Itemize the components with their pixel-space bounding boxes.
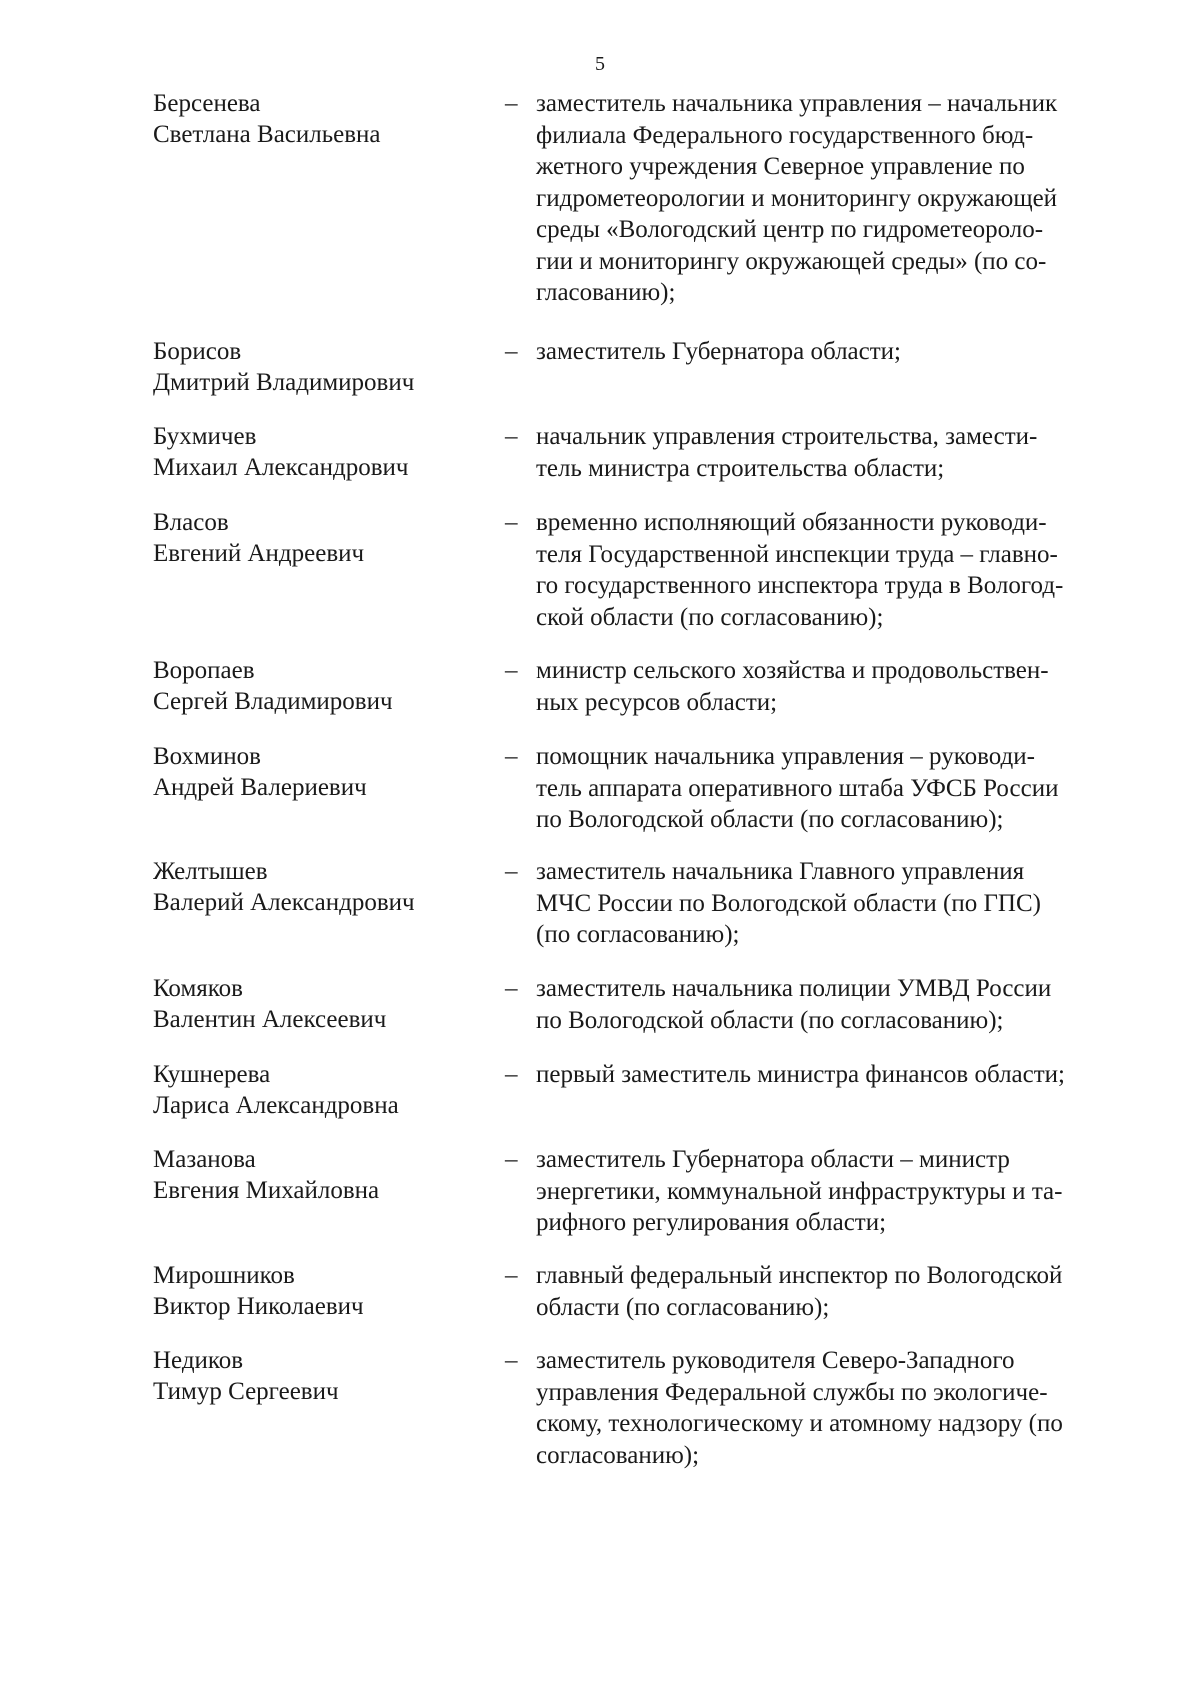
position-line: заместитель начальника полиции УМВД России	[536, 975, 1052, 1002]
member-name	[153, 1144, 493, 1206]
member-surname: Борисов	[153, 338, 242, 365]
member-surname: Вохминов	[153, 743, 261, 770]
member-surname: Желтышев	[153, 858, 268, 885]
page-number: 5	[595, 53, 605, 75]
separator-dash: –	[505, 657, 518, 684]
position-line: энергетики, коммунальной инфраструктуры и та-	[536, 1177, 1063, 1205]
member-given-names: Андрей Валериевич	[153, 774, 367, 801]
member-position	[536, 88, 1146, 309]
separator-dash: –	[505, 975, 518, 1002]
member-surname: Берсенева	[153, 90, 261, 117]
position-line: тель аппарата оперативного штаба УФСБ России	[536, 774, 1059, 802]
member-position	[536, 741, 1146, 836]
position-line: начальник управления строительства, замести-	[536, 423, 1038, 450]
position-line: первый заместитель министра финансов области;	[536, 1061, 1065, 1088]
member-name	[153, 1059, 493, 1121]
separator-dash: –	[505, 743, 518, 770]
member-surname: Мирошников	[153, 1262, 295, 1289]
member-name	[153, 336, 493, 398]
position-line: скому, технологическому и атомному надзору (по	[536, 1410, 1063, 1437]
position-line: согласованию);	[536, 1441, 700, 1469]
member-given-names: Сергей Владимирович	[153, 688, 393, 715]
member-name	[153, 1345, 493, 1407]
member-given-names: Светлана Васильевна	[153, 121, 381, 148]
position-line: среды «Вологодский центр по гидрометеороло-	[536, 216, 1044, 243]
member-given-names: Лариса Александровна	[153, 1092, 399, 1119]
position-line: ных ресурсов области;	[536, 688, 778, 716]
member-surname: Комяков	[153, 975, 243, 1002]
member-surname: Кушнерева	[153, 1061, 271, 1088]
position-line: по Вологодской области (по согласованию);	[536, 1006, 1004, 1034]
member-surname: Воропаев	[153, 657, 255, 684]
member-surname: Власов	[153, 509, 229, 536]
separator-dash: –	[505, 509, 518, 536]
member-given-names: Михаил Александрович	[153, 454, 409, 481]
member-surname: Мазанова	[153, 1146, 256, 1173]
position-line: жетного учреждения Северное управление по	[536, 153, 1025, 180]
member-given-names: Виктор Николаевич	[153, 1293, 364, 1320]
member-name	[153, 856, 493, 918]
separator-dash: –	[505, 90, 518, 117]
member-given-names: Евгения Михайловна	[153, 1177, 380, 1204]
member-surname: Недиков	[153, 1347, 244, 1374]
position-line: заместитель начальника управления – начальник	[536, 90, 1058, 117]
member-name	[153, 655, 493, 717]
member-given-names: Валентин Алексеевич	[153, 1006, 387, 1033]
separator-dash: –	[505, 338, 518, 365]
separator-dash: –	[505, 1262, 518, 1289]
position-line: го государственного инспектора труда в Вологод-	[536, 572, 1064, 599]
position-line: тель министра строительства области;	[536, 454, 945, 482]
position-line: ской области (по согласованию);	[536, 603, 884, 631]
position-line: заместитель Губернатора области – министр	[536, 1146, 1010, 1173]
position-line: управления Федеральной службы по экологиче-	[536, 1378, 1048, 1406]
member-position	[536, 655, 1146, 718]
position-line: области (по согласованию);	[536, 1293, 830, 1321]
member-name	[153, 973, 493, 1035]
member-given-names: Тимур Сергеевич	[153, 1378, 339, 1405]
member-position	[536, 1345, 1146, 1471]
member-given-names: Дмитрий Владимирович	[153, 369, 415, 396]
member-surname: Бухмичев	[153, 423, 257, 450]
member-position	[536, 1144, 1146, 1239]
position-line: по Вологодской области (по согласованию);	[536, 806, 1004, 833]
position-line: теля Государственной инспекции труда – главно-	[536, 540, 1058, 568]
member-position	[536, 507, 1146, 633]
separator-dash: –	[505, 1347, 518, 1374]
position-line: филиала Федерального государственного бюд-	[536, 121, 1034, 149]
separator-dash: –	[505, 1146, 518, 1173]
member-position	[536, 856, 1146, 951]
position-line: (по согласованию);	[536, 921, 740, 948]
member-position	[536, 421, 1146, 484]
position-line: помощник начальника управления – руководи-	[536, 743, 1035, 770]
member-name	[153, 741, 493, 803]
position-line: министр сельского хозяйства и продовольствен-	[536, 657, 1049, 684]
position-line: главный федеральный инспектор по Вологодской	[536, 1262, 1063, 1289]
position-line: временно исполняющий обязанности руководи-	[536, 509, 1047, 536]
separator-dash: –	[505, 423, 518, 450]
member-position	[536, 973, 1146, 1036]
member-name	[153, 507, 493, 569]
member-name	[153, 1260, 493, 1322]
member-position	[536, 1059, 1146, 1091]
position-line: заместитель Губернатора области;	[536, 338, 902, 365]
member-given-names: Валерий Александрович	[153, 889, 415, 916]
position-line: рифного регулирования области;	[536, 1209, 887, 1236]
position-line: заместитель руководителя Северо-Западного	[536, 1347, 1015, 1374]
position-line: гии и мониторингу окружающей среды» (по со-	[536, 247, 1047, 275]
position-line: заместитель начальника Главного управления	[536, 858, 1025, 885]
separator-dash: –	[505, 858, 518, 885]
member-position	[536, 1260, 1146, 1323]
member-given-names: Евгений Андреевич	[153, 540, 365, 567]
position-line: гидрометеорологии и мониторингу окружающей	[536, 184, 1058, 212]
position-line: МЧС России по Вологодской области (по ГПС)	[536, 889, 1041, 917]
member-name	[153, 88, 493, 150]
separator-dash: –	[505, 1061, 518, 1088]
position-line: гласованию);	[536, 279, 676, 306]
member-name	[153, 421, 493, 483]
member-position	[536, 336, 1146, 368]
